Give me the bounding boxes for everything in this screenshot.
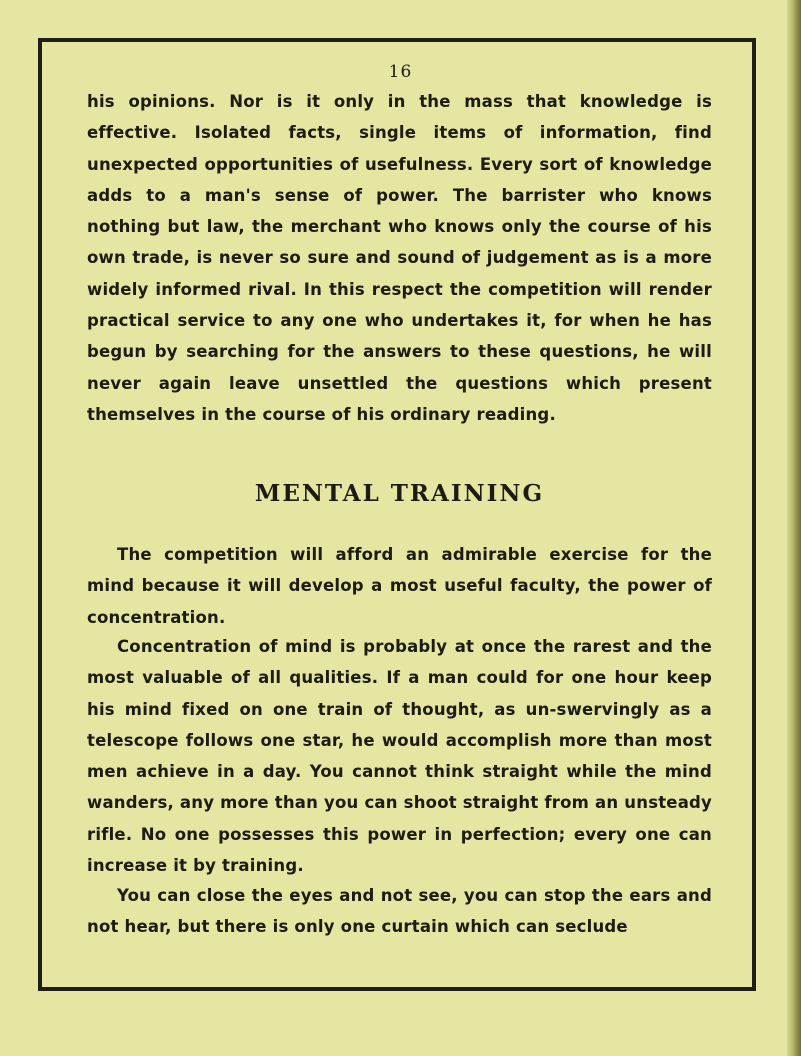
section-heading: MENTAL TRAINING [254,480,545,507]
paragraph-concentration-of-mind: Concentration of mind is probably at once the rarest and the most valuable of all qualities. If a man could for one hour keep his mind fixed on one train of thought, as un-swervingly as a telescope follows one star, he would accomplish more than most men achieve in a day. You cannot think straight while the mind wanders, any more than you can shoot straight from an unsteady rifle. No one possesses this power in perfection; every one can increase it by training. [87,637,712,876]
opening-paragraph: his opinions. Nor is it only in the mass that knowledge is effective. Isolated facts, single items of information, find unexpected opportunities of usefulness. Every sort of knowledge adds to a man's sense of power. The barrister who knows nothing but law, the merchant who knows only the course of his own trade, is never so sure and sound of judgement as is a more widely informed rival. In this respect the competition will render practical service to any one who undertakes it, for when he has begun by searching for the answers to these questions, he will never again leave unsettled the questions which present themselves in the course of his ordinary reading. [87,92,712,424]
paragraph-power-of-concentration: The competition will afford an admirable exercise for the mind because it will develop a most useful faculty, the power of concentration. [87,545,712,627]
book-spine-edge [787,0,801,1056]
paragraph-close-the-eyes: You can close the eyes and not see, you can stop the ears and not hear, but there is only one curtain which can seclude [87,886,712,937]
page-number: 16 [388,62,413,82]
